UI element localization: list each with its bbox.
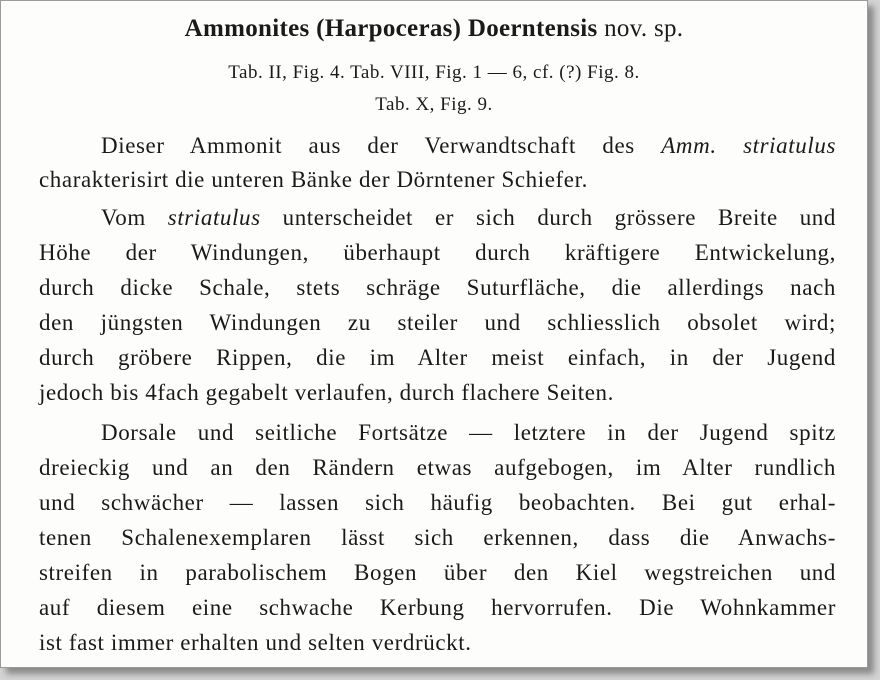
paragraph-3-line-5: streifen in parabolischem Bogen über den Kiel wegstreichen und [39, 560, 836, 585]
paragraph-3-line-3: und schwächer — lassen sich häufig beobachten. Bei gut erhal- [39, 490, 836, 515]
plate-reference-line-2: Tab. X, Fig. 9. [375, 94, 493, 115]
plate-reference-line-1: Tab. II, Fig. 4. Tab. VIII, Fig. 1 — 6, cf. (?) Fig. 8. [228, 62, 640, 83]
text-run: unterscheidet er sich durch grössere Breite und [260, 205, 836, 230]
italic-taxon: striatulus [167, 205, 261, 230]
species-suffix: nov. sp. [604, 15, 684, 42]
paragraph-3-line-1: Dorsale und seitliche Fortsätze — letztere in der Jugend spitz [101, 420, 836, 445]
species-title: Ammonites (Harpoceras) Doerntensis [184, 15, 598, 42]
paragraph-3-line-2: dreieckig und an den Rändern etwas aufgebogen, im Alter rundlich [39, 455, 836, 480]
italic-taxon: Amm. striatulus [661, 133, 836, 158]
text-run: Vom [101, 205, 168, 230]
paragraph-3-line-7: ist fast immer erhalten und selten verdrückt. [39, 630, 472, 655]
paragraph-1-line-1 [101, 133, 836, 159]
section-title [1, 15, 867, 43]
paragraph-2-line-2: Höhe der Windungen, überhaupt durch kräftigere Entwickelung, [39, 240, 836, 265]
paragraph-1-line-2: charakterisirt die unteren Bänke der Dörntener Schiefer. [39, 167, 588, 192]
paragraph-2-line-4: den jüngsten Windungen zu steiler und schliesslich obsolet wird; [39, 310, 836, 335]
paragraph-3-line-4: tenen Schalenexemplaren lässt sich erkennen, dass die Anwachs- [39, 525, 836, 550]
paragraph-2-line-6: jedoch bis 4fach gegabelt verlaufen, durch flachere Seiten. [39, 380, 615, 405]
text-run: Dieser Ammonit aus der Verwandtschaft des [101, 133, 662, 158]
paragraph-2-line-3: durch dicke Schale, stets schräge Suturfläche, die allerdings nach [39, 275, 836, 300]
paragraph-2-line-1 [101, 205, 836, 231]
paragraph-3-line-6: auf diesem eine schwache Kerbung hervorrufen. Die Wohnkammer [39, 595, 836, 620]
paragraph-2-line-5: durch gröbere Rippen, die im Alter meist einfach, in der Jugend [39, 345, 836, 370]
